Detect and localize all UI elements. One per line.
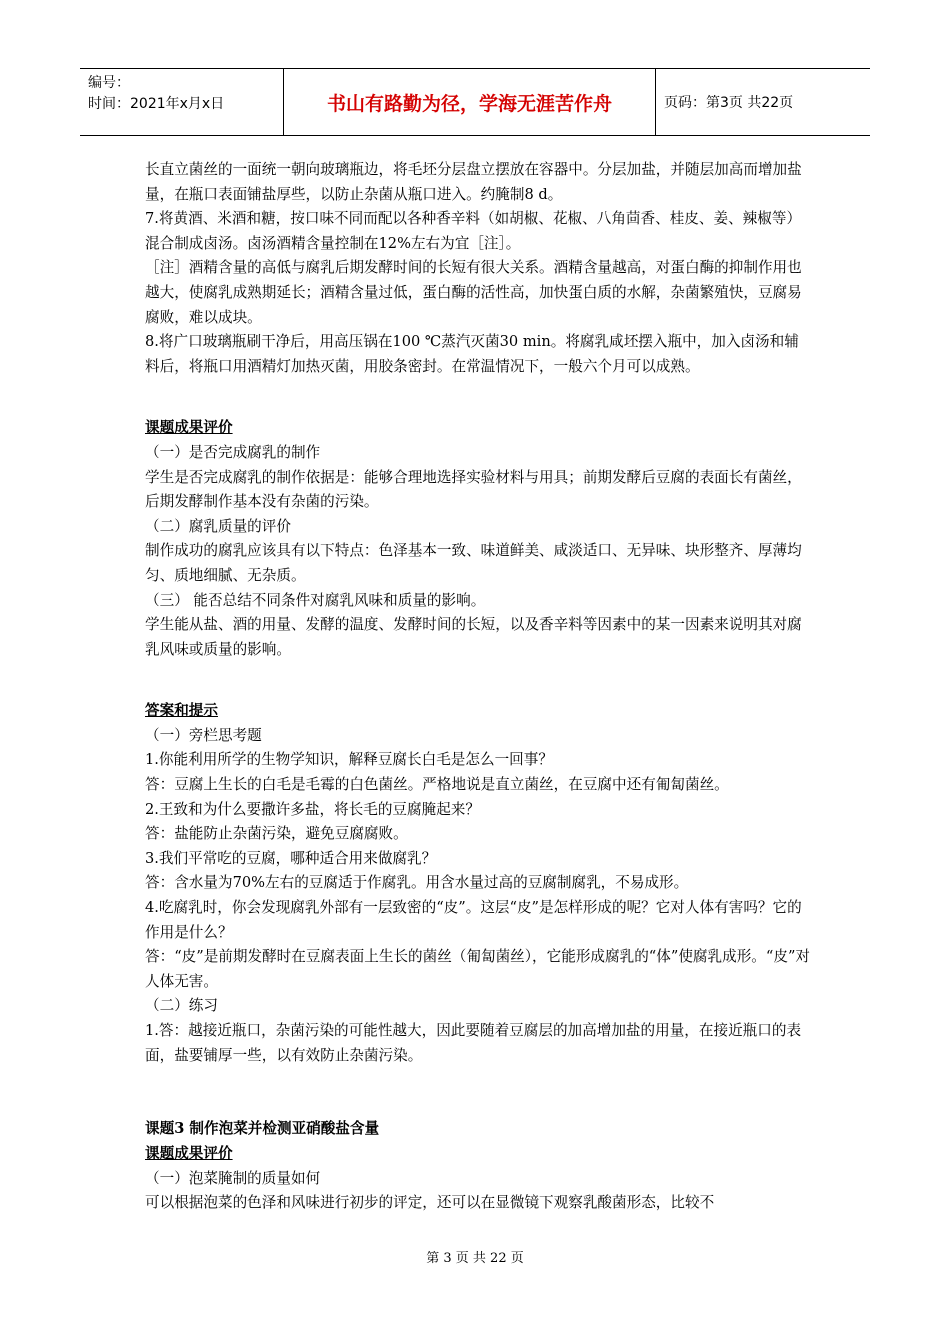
paragraph: 可以根据泡菜的色泽和风味进行初步的评定，还可以在显微镜下观察乳酸菌形态，比较不 (145, 1194, 715, 1212)
header-meta (80, 69, 284, 135)
paragraph: 1.你能利用所学的生物学知识，解释豆腐长白毛是怎么一回事？ (145, 751, 553, 769)
paragraph: ［注］酒精含量的高低与腐乳后期发酵时间的长短有很大关系。酒精含量越高，对蛋白酶的抑制作用也越大，使腐乳成熟期延长；酒精含量过低，蛋白酶的活性高，加快蛋白质的水解，杂菌繁殖快，豆腐易腐败，难以成块。 (145, 259, 802, 326)
topic-title: 课题3 制作泡菜并检测亚硝酸盐含量 (145, 1120, 380, 1138)
paragraph: （三） 能否总结不同条件对腐乳风味和质量的影响。 (145, 591, 486, 609)
paragraph: （一）旁栏思考题 (145, 726, 262, 744)
paragraph: 长直立菌丝的一面统一朝向玻璃瓶边，将毛坯分层盘立摆放在容器中。分层加盐，并随层加高而增加盐量，在瓶口表面铺盐厚些，以防止杂菌从瓶口进入。约腌制8 d。 (145, 161, 802, 203)
paragraph: （一）泡菜腌制的质量如何 (145, 1169, 321, 1187)
paragraph: 答：含水量为70%左右的豆腐适于作腐乳。用含水量过高的豆腐制腐乳，不易成形。 (145, 874, 689, 892)
paragraph: 8.将广口玻璃瓶刷干净后，用高压锅在100 ℃蒸汽灭菌30 min。将腐乳咸坯摆入瓶中，加入卤汤和辅料后，将瓶口用酒精灯加热灭菌，用胶条密封。在常温情况下，一般六个月可以成熟。 (145, 333, 799, 375)
document-number-label: 编号： (88, 75, 130, 91)
header-motto: 书山有路勤为径，学海无涯苦作舟 (284, 69, 656, 135)
section-heading: 答案和提示 (145, 702, 218, 720)
page-header (80, 68, 870, 136)
paragraph: 学生是否完成腐乳的制作依据是：能够合理地选择实验材料与用具；前期发酵后豆腐的表面长有菌丝，后期发酵制作基本没有杂菌的污染。 (145, 468, 802, 511)
paragraph: （二）腐乳质量的评价 (145, 517, 291, 535)
paragraph: 1.答：越接近瓶口，杂菌污染的可能性越大，因此要随着豆腐层的加高增加盐的用量，在接近瓶口的表面，盐要铺厚一些，以有效防止杂菌污染。 (145, 1022, 802, 1064)
paragraph: 3.我们平常吃的豆腐，哪种适合用来做腐乳？ (145, 849, 437, 867)
paragraph: 4.吃腐乳时，你会发现腐乳外部有一层致密的“皮”。这层“皮”是怎样形成的呢？它对人体有害吗？它的作用是什么？ (145, 899, 802, 941)
paragraph: 2.王致和为什么要撒许多盐，将长毛的豆腐腌起来？ (145, 800, 480, 818)
page-footer: 第 3 页 共 22 页 (426, 1251, 524, 1266)
section-heading: 课题成果评价 (145, 419, 233, 437)
paragraph: 制作成功的腐乳应该具有以下特点：色泽基本一致、味道鲜美、咸淡适口、无异味、块形整齐、厚薄均匀、质地细腻、无杂质。 (145, 542, 802, 584)
header-page-info: 页码：第3页 共22页 (664, 95, 794, 111)
section-heading: 课题成果评价 (145, 1144, 233, 1162)
paragraph: 学生能从盐、酒的用量、发酵的温度、发酵时间的长短，以及香辛料等因素中的某一因素来说明其对腐乳风味或质量的影响。 (145, 616, 802, 658)
paragraph: 答：盐能防止杂菌污染，避免豆腐腐败。 (145, 825, 408, 843)
paragraph: 答：豆腐上生长的白毛是毛霉的白色菌丝。严格地说是直立菌丝，在豆腐中还有匍匐菌丝。 (145, 776, 729, 794)
paragraph: 答：“皮”是前期发酵时在豆腐表面上生长的菌丝（匍匐菌丝），它能形成腐乳的“体”使腐乳成形。“皮”对人体无害。 (145, 948, 810, 990)
document-time-label: 时间：2021年x月x日 (88, 96, 225, 112)
paragraph: （一）是否完成腐乳的制作 (145, 443, 321, 461)
document-body (145, 158, 810, 1216)
paragraph: （二）练习 (145, 997, 218, 1015)
paragraph: 7.将黄酒、米酒和糖，按口味不同而配以各种香辛料（如胡椒、花椒、八角茴香、桂皮、姜、辣椒等）混合制成卤汤。卤汤酒精含量控制在12%左右为宜［注］。 (145, 210, 802, 252)
